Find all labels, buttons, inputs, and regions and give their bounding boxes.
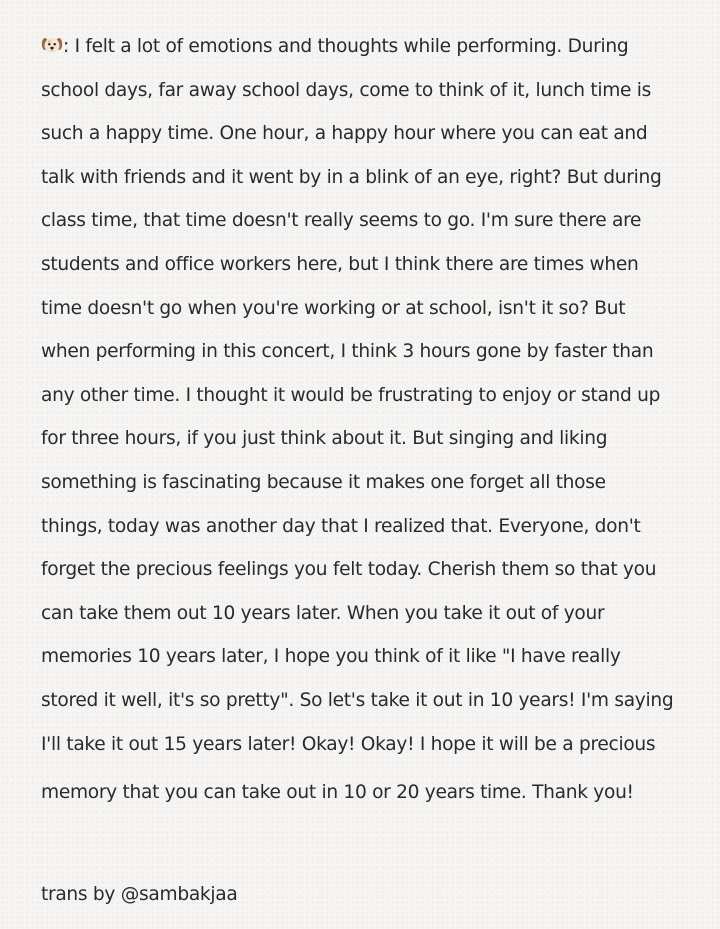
text-line: things, today was another day that I realized that. Everyone, don't xyxy=(41,515,641,537)
text-line: students and office workers here, but I think there are times when xyxy=(41,253,639,275)
text-line: talk with friends and it went by in a blink of an eye, right? But during xyxy=(41,166,662,188)
translator-credit: trans by @sambakjaa xyxy=(41,884,238,905)
text-line: stored it well, it's so pretty". So let's take it out in 10 years! I'm saying xyxy=(41,689,674,711)
text-line: can take them out 10 years later. When you take it out of your xyxy=(41,602,605,624)
text-line: class time, that time doesn't really seems to go. I'm sure there are xyxy=(41,210,642,232)
text-line: any other time. I thought it would be frustrating to enjoy or stand up xyxy=(41,384,661,406)
text-line: time doesn't go when you're working or at school, isn't it so? But xyxy=(41,297,626,319)
text-line: memory that you can take out in 10 or 20 years time. Thank you! xyxy=(41,782,634,804)
text-line: : I felt a lot of emotions and thoughts while performing. During xyxy=(41,25,691,69)
text-line: something is fascinating because it makes one forget all those xyxy=(41,471,606,493)
text-line: memories 10 years later, I hope you think of it like "I have really xyxy=(41,646,621,668)
text-line: I'll take it out 15 years later! Okay! Okay! I hope it will be a precious xyxy=(41,733,656,755)
text-line: such a happy time. One hour, a happy hour where you can eat and xyxy=(41,123,648,145)
text-line: forget the precious feelings you felt today. Cherish them so that you xyxy=(41,559,657,581)
text-line: for three hours, if you just think about it. But singing and liking xyxy=(41,428,608,450)
dog-face-icon xyxy=(41,27,63,45)
text-line: school days, far away school days, come to think of it, lunch time is xyxy=(41,79,652,101)
translation-text xyxy=(41,25,691,815)
speaker-separator: : xyxy=(63,36,69,57)
text-line: when performing in this concert, I think 3 hours gone by faster than xyxy=(41,341,654,363)
